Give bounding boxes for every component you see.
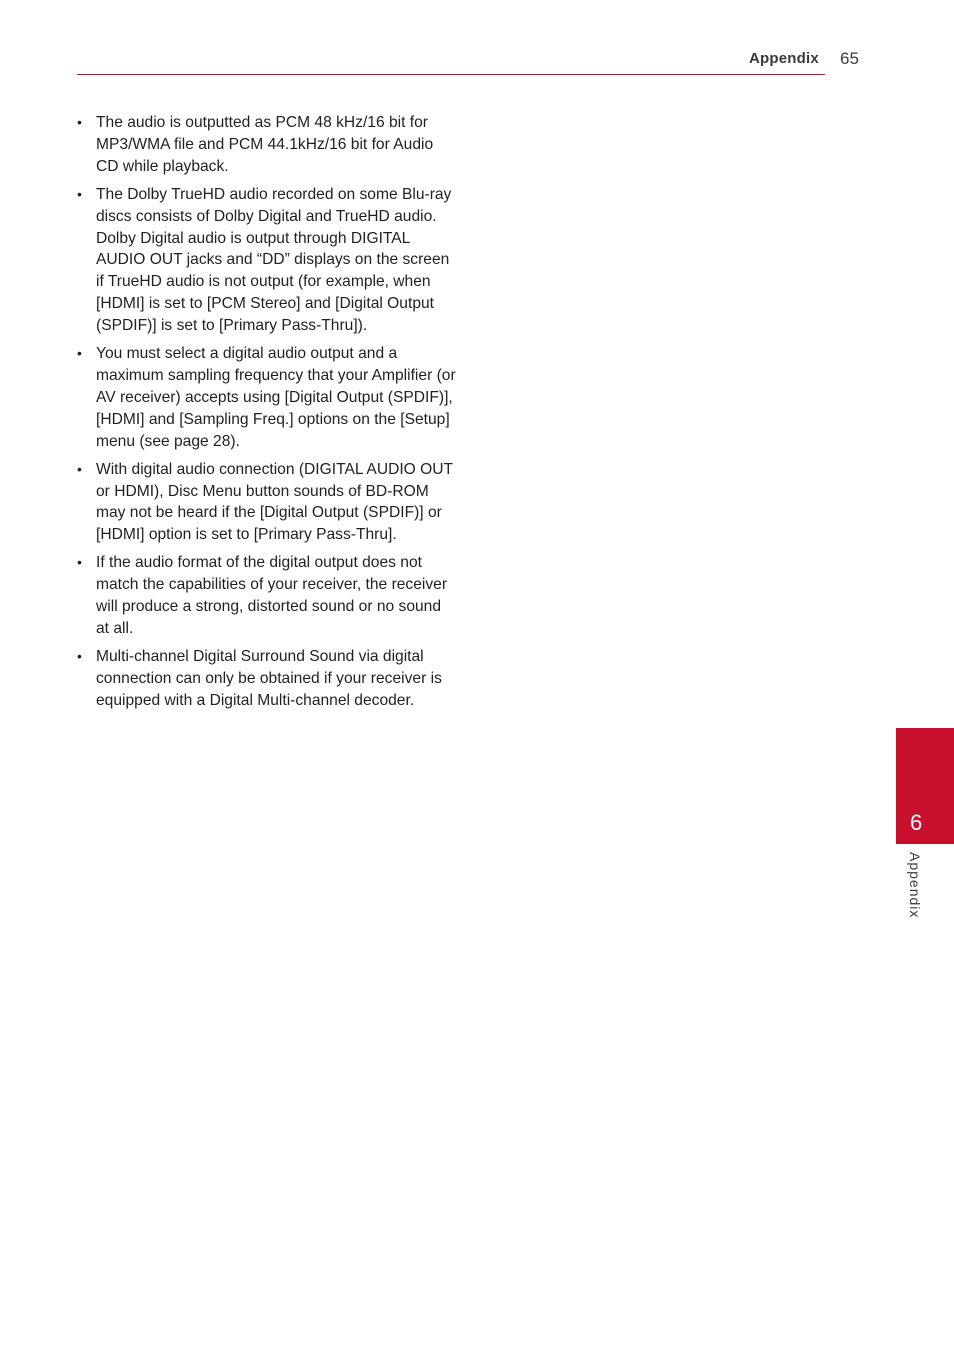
list-item xyxy=(77,112,457,178)
header-section-title: Appendix xyxy=(749,50,819,67)
chapter-tab xyxy=(896,728,954,844)
bullet-icon: • xyxy=(77,114,82,130)
main-content xyxy=(77,112,457,718)
list-item-text: Multi-channel Digital Surround Sound via digital connection can only be obtained if your receiver is equipped with a Digital Multi-channel decoder. xyxy=(96,647,442,709)
bullet-icon: • xyxy=(77,460,82,477)
bullet-icon: • xyxy=(77,647,82,664)
notes-list xyxy=(77,112,457,712)
list-item-text: If the audio format of the digital output does not match the capabilities of your receiver, the receiver will produce a strong, distorted sound or no sound at all. xyxy=(96,554,448,637)
bullet-icon: • xyxy=(77,554,82,571)
chapter-number: 6 xyxy=(910,810,923,835)
list-item-text: The audio is outputted as PCM 48 kHz/16 bit for MP3/WMA file and PCM 44.1kHz/16 bit for Audio CD while playback. xyxy=(96,114,434,175)
bullet-icon: • xyxy=(77,185,82,202)
bullet-icon: • xyxy=(77,345,82,362)
page-number: 65 xyxy=(840,49,859,68)
list-item-text: You must select a digital audio output and a maximum sampling frequency that your Amplifier (or AV receiver) accepts using [Digital Output (SPDIF)], [HDMI] and [Sampling Freq.] options on the [Setup] menu (see page 28). xyxy=(96,345,456,450)
list-item-text: With digital audio connection (DIGITAL AUDIO OUT or HDMI), Disc Menu button sounds of BD-ROM may not be heard if the [Digital Output (SPDIF)] or [HDMI] option is set to [Primary Pass-Thru]. xyxy=(96,460,453,544)
list-item xyxy=(77,343,457,453)
list-item-text: The Dolby TrueHD audio recorded on some Blu-ray discs consists of Dolby Digital and TrueHD audio. Dolby Digital audio is output through DIGITAL AUDIO OUT jacks and “DD” displays on the screen if TrueHD audio is not output (for example, when [HDMI] is set to [PCM Stereo] and [Digital Output (SPDIF)] is set to [Primary Pass-Thru]). xyxy=(96,185,452,335)
list-item xyxy=(77,459,457,547)
list-item xyxy=(77,646,457,712)
header-divider xyxy=(77,74,825,75)
list-item xyxy=(77,184,457,337)
list-item xyxy=(77,552,457,640)
chapter-label: Appendix xyxy=(907,852,923,919)
